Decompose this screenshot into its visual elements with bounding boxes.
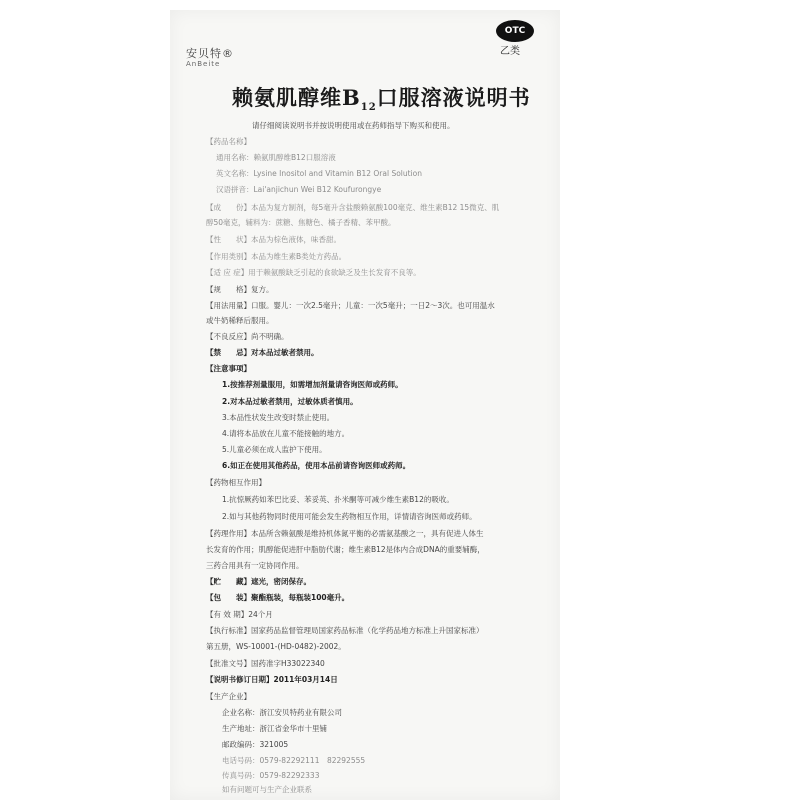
- title-subscript: 12: [360, 102, 377, 114]
- generic-name-line: 通用名称：赖氨肌醇维B12口服溶液: [216, 153, 336, 162]
- pharmacology-line-2: 长发育的作用；肌醇能促进肝中脂肪代谢；维生素B12是体内合成DNA的重要辅酶，: [206, 545, 485, 554]
- brand-name-en: AnBeite: [186, 60, 221, 68]
- usage-notice: 请仔细阅读说明书并按说明使用或在药师指导下购买和使用。: [252, 121, 455, 130]
- interaction-item-1: 1.抗惊厥药如苯巴比妥、苯妥英、扑米酮等可减少维生素B12的吸收。: [222, 495, 454, 504]
- brand-logo: [186, 48, 234, 68]
- phone-line: 电话号码：0579-82292111 82292555: [222, 756, 366, 765]
- english-name-line: 英文名称：Lysine Inositol and Vitamin B12 Oral Solution: [216, 169, 422, 178]
- fax-line: 传真号码：0579-82292333: [222, 771, 320, 780]
- appearance-line: 【性 状】本品为棕色液体，味香甜。: [206, 235, 341, 244]
- interactions-heading: 【药物相互作用】: [206, 478, 266, 487]
- manufacturer-heading: 【生产企业】: [206, 692, 251, 701]
- interaction-item-2: 2.如与其他药物同时使用可能会发生药物相互作用，详情请咨询医师或药师。: [222, 512, 477, 521]
- precaution-item-5: 5.儿童必须在成人监护下使用。: [222, 445, 327, 454]
- title-tail: 口服溶液说明书: [376, 85, 531, 110]
- standard-line-2: 第五册，WS-10001-(HD-0482)-2002。: [206, 642, 346, 651]
- contact-note-line: 如有问题可与生产企业联系: [222, 785, 312, 794]
- package-line: 【包 装】聚酯瓶装，每瓶装100毫升。: [206, 593, 350, 602]
- otc-badge: OTC: [496, 20, 534, 42]
- precaution-item-3: 3.本品性状发生改变时禁止使用。: [222, 413, 335, 422]
- composition-line-1: 【成 份】本品为复方制剂，每5毫升含盐酸赖氨酸100毫克、维生素B12 15微克、肌: [206, 203, 500, 212]
- adverse-reactions-line: 【不良反应】尚不明确。: [206, 332, 289, 341]
- approval-number-line: 【批准文号】国药准字H33022340: [206, 659, 325, 668]
- precaution-item-2: 2.对本品过敏者禁用，过敏体质者慎用。: [222, 397, 358, 406]
- specification-line: 【规 格】复方。: [206, 285, 274, 294]
- dosage-line-2: 或牛奶稀释后服用。: [206, 316, 274, 325]
- otc-class-label: 乙类: [500, 46, 520, 57]
- indications-line: 【适 应 症】用于赖氨酸缺乏引起的食欲缺乏及生长发育不良等。: [206, 268, 421, 277]
- precaution-item-4: 4.请将本品放在儿童不能接触的地方。: [222, 429, 350, 438]
- pharmacology-line-1: 【药理作用】本品所含赖氨酸是维持机体氮平衡的必需氨基酸之一，具有促进人体生: [206, 529, 484, 538]
- revision-date-line: 【说明书修订日期】2011年03月14日: [206, 675, 338, 684]
- pinyin-name-line: 汉语拼音：Lai'anjichun Wei B12 Koufurongye: [216, 185, 382, 194]
- postal-code-line: 邮政编码：321005: [222, 740, 289, 749]
- category-line: 【作用类别】本品为维生素B类处方药品。: [206, 252, 347, 261]
- section-drug-name-heading: 【药品名称】: [206, 137, 251, 146]
- pharmacology-line-3: 三药合用具有一定协同作用。: [206, 561, 304, 570]
- precaution-item-1: 1.按推荐剂量服用，如需增加剂量请咨询医师或药师。: [222, 380, 403, 389]
- shelf-life-line: 【有 效 期】24个月: [206, 610, 273, 619]
- storage-line: 【贮 藏】遮光，密闭保存。: [206, 577, 311, 586]
- standard-line-1: 【执行标准】国家药品监督管理局国家药品标准（化学药品地方标准上升国家标准）: [206, 626, 484, 635]
- title-main: 赖氨肌醇维B: [232, 85, 361, 110]
- precaution-item-6: 6.如正在使用其他药品，使用本品前请咨询医师或药师。: [222, 461, 411, 470]
- dosage-line-1: 【用法用量】口服。婴儿：一次2.5毫升；儿童：一次5毫升；一日2～3次。也可用温水: [206, 301, 495, 310]
- company-name-line: 企业名称：浙江安贝特药业有限公司: [222, 708, 342, 717]
- brand-name-cn: 安贝特®: [186, 47, 234, 60]
- document-title: [232, 82, 531, 113]
- precautions-heading: 【注意事项】: [206, 364, 251, 373]
- contraindications-line: 【禁 忌】对本品过敏者禁用。: [206, 348, 319, 357]
- company-address-line: 生产地址：浙江省金华市十里铺: [222, 724, 327, 733]
- composition-line-2: 醇50毫克，辅料为：蔗糖、焦糖色、橘子香精、苯甲酸。: [206, 218, 396, 227]
